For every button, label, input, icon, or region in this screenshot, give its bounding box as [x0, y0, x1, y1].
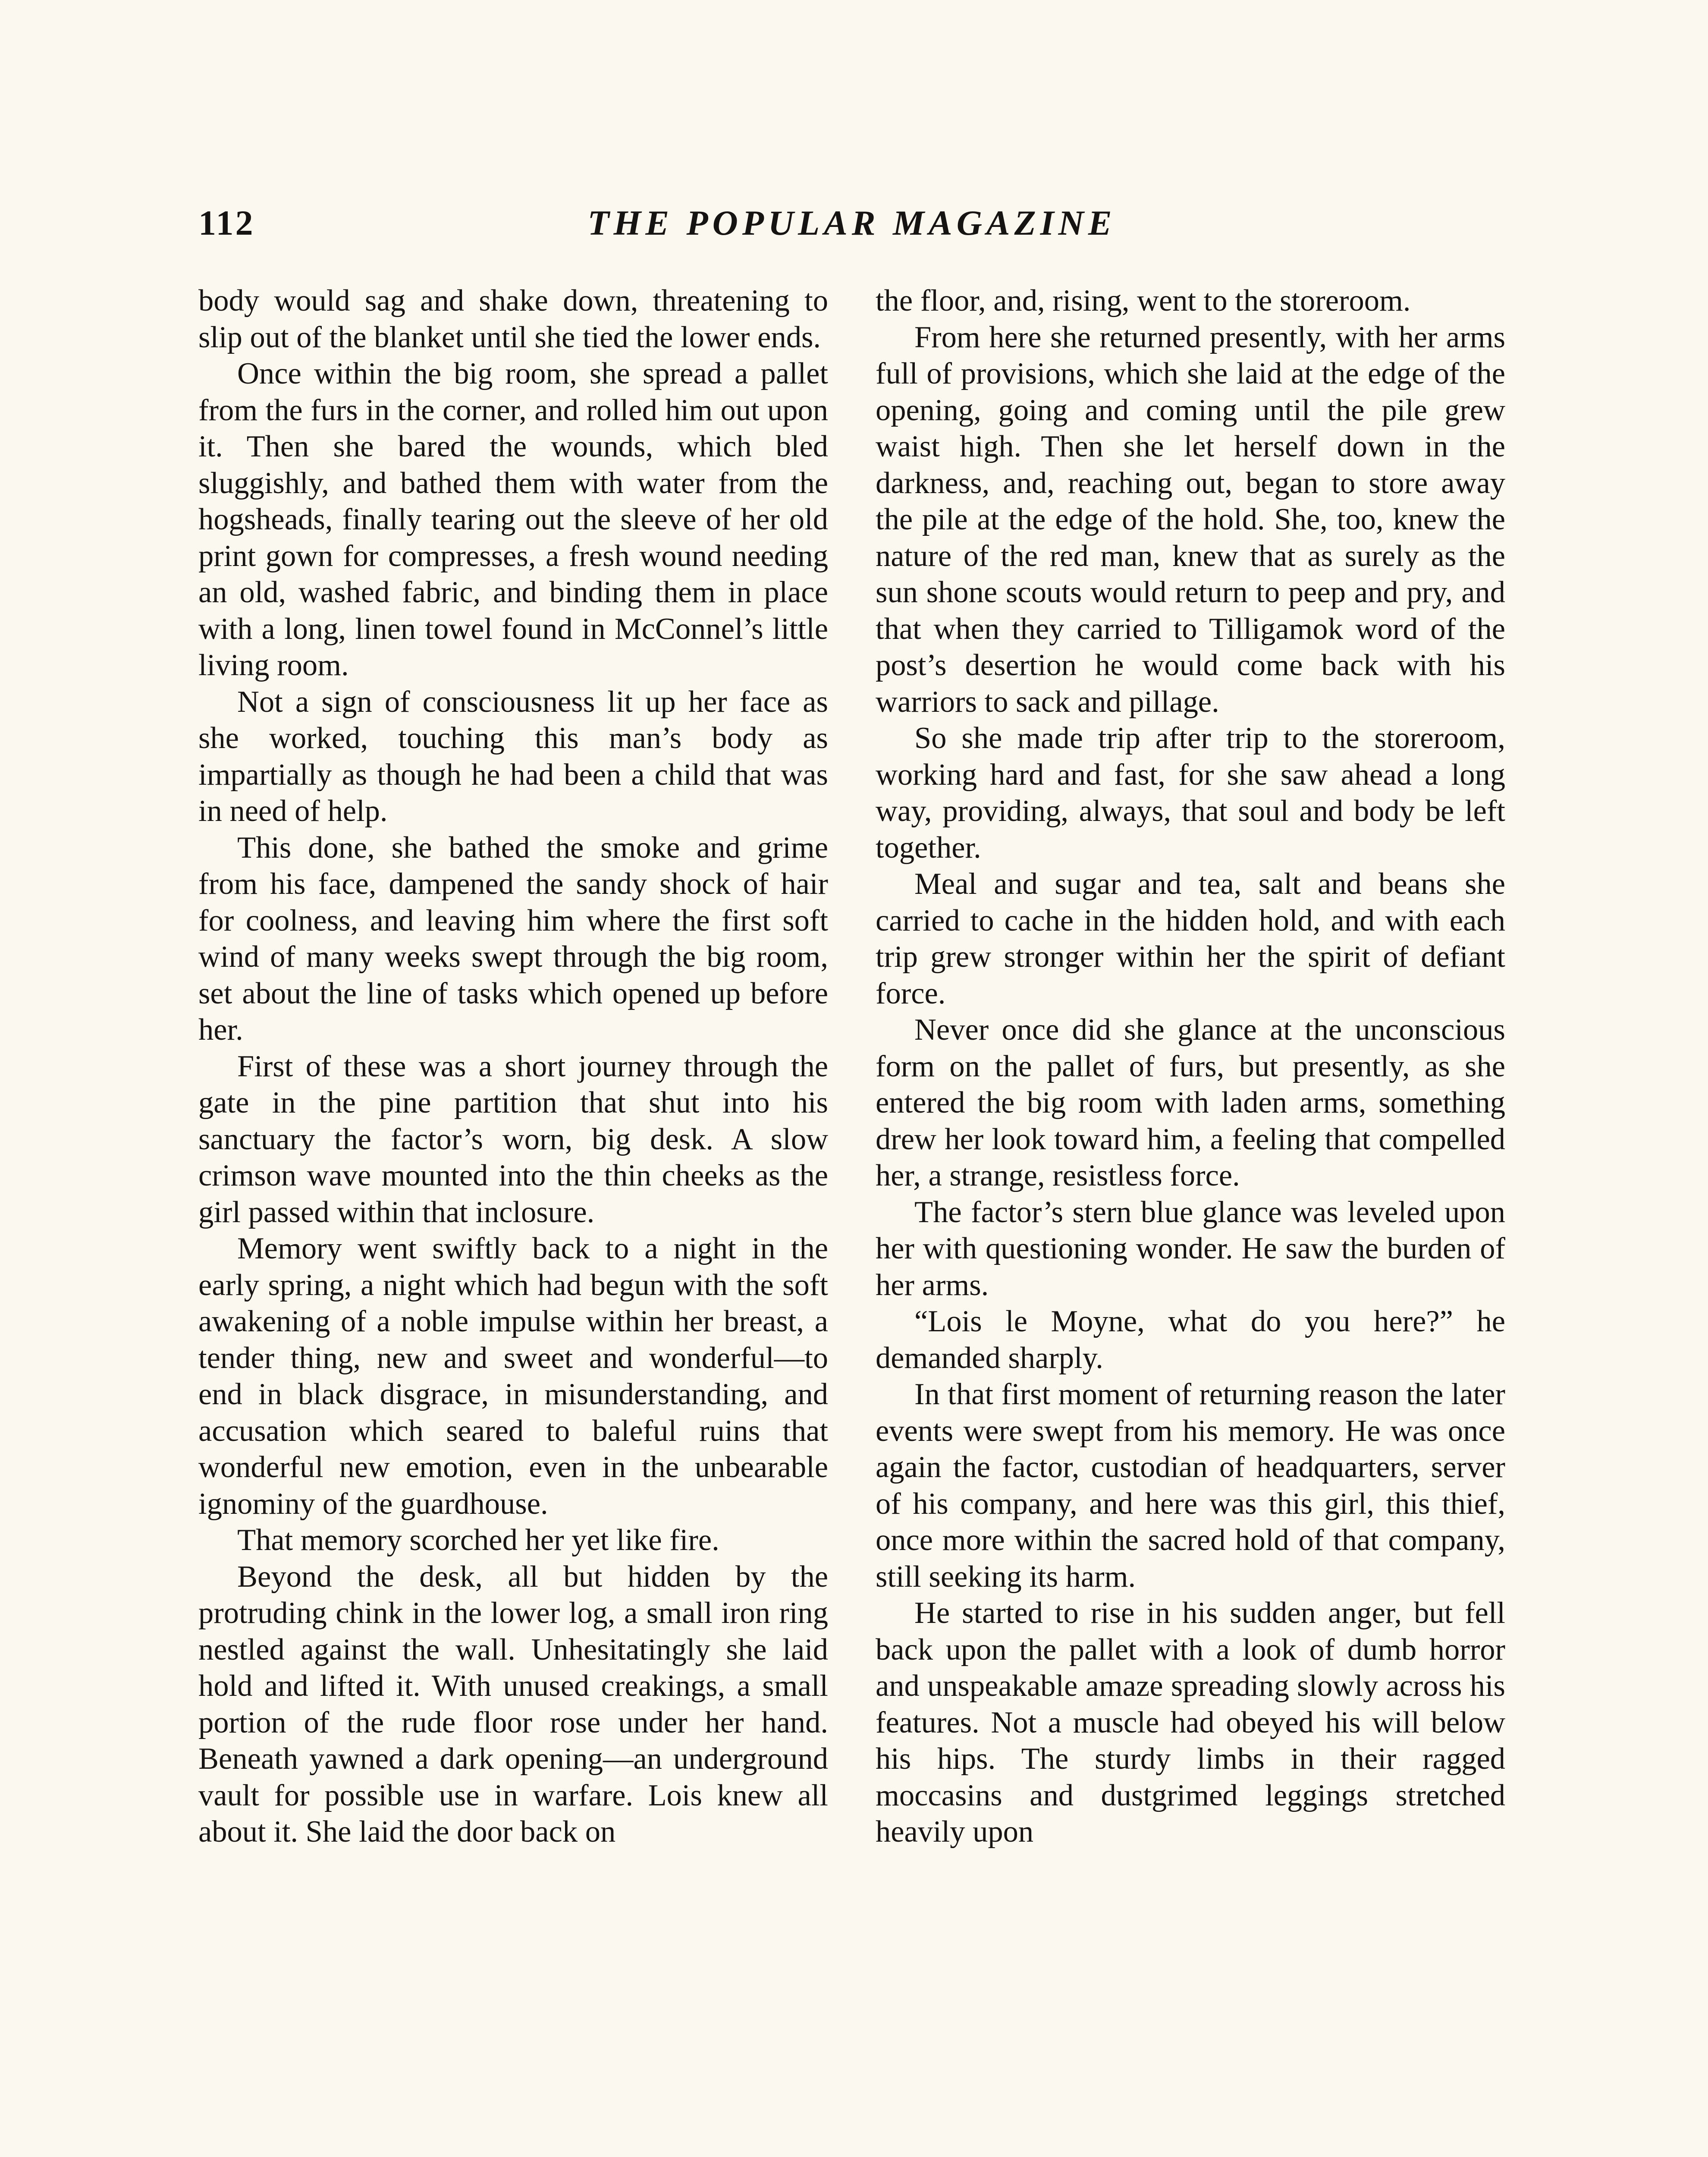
- running-title: THE POPULAR MAGAZINE: [587, 203, 1116, 242]
- paragraph: From here she returned presently, with her arms full of provisions, which she laid at the edge of the opening, going and coming until the pile grew waist high. Then she let herself down in the darkness, and, reaching out, began to store away the pile at the edge of the hold. She, too, knew the nature of the red man, knew that as surely as the sun shone scouts would return to peep and pry, and that when they carried to Tilligamok word of the post’s desertion he would come back with his warriors to sack and pillage.: [876, 320, 1505, 719]
- paragraph: In that first moment of returning reason the later events were swept from his memory. He was once again the factor, custodian of headquarters, server of his company, and here was this girl, this thief, once more within the sacred hold of that company, still seeking its harm.: [876, 1377, 1505, 1594]
- paragraph: Not a sign of consciousness lit up her face as she worked, touching this man’s body as impartially as though he had been a child that was in need of help.: [198, 685, 828, 828]
- paragraph: body would sag and shake down, threatening to slip out of the blanket until she tied the lower ends.: [198, 284, 828, 354]
- paragraph: First of these was a short journey through the gate in the pine partition that shut into his sanctuary the factor’s worn, big desk. A slow crimson wave mounted into the thin cheeks as the girl passed within that inclosure.: [198, 1049, 828, 1229]
- page-header: [198, 203, 1505, 263]
- paragraph: the floor, and, rising, went to the storeroom.: [876, 284, 1411, 318]
- page-number: 112: [198, 203, 255, 242]
- paragraph: Memory went swiftly back to a night in the early spring, a night which had begun with the soft awakening of a noble impulse within her breast, a tender thing, new and sweet and wonderful—to end in black disgrace, in misunderstanding, and accusation which seared to baleful ruins that wonderful new emotion, even in the unbearable ignominy of the guardhouse.: [198, 1232, 828, 1521]
- paragraph: Meal and sugar and tea, salt and beans she carried to cache in the hidden hold, and with each trip grew stronger within her the spirit of defiant force.: [876, 867, 1505, 1010]
- paragraph: So she made trip after trip to the storeroom, working hard and fast, for she saw ahead a long way, providing, always, that soul and body be left together.: [876, 721, 1505, 865]
- paragraph: That memory scorched her yet like fire.: [237, 1523, 719, 1557]
- paragraph: Never once did she glance at the unconscious form on the pallet of furs, but presently, as she entered the big room with laden arms, something drew her look toward him, a feeling that compelled her, a strange, resistless force.: [876, 1013, 1505, 1192]
- paragraph: This done, she bathed the smoke and grime from his face, dampened the sandy shock of hair for coolness, and leaving him where the first soft wind of many weeks swept through the big room, set about the line of tasks which opened up before her.: [198, 830, 828, 1047]
- paragraph: “Lois le Moyne, what do you here?” he demanded sharply.: [876, 1305, 1505, 1375]
- paragraph: Once within the big room, she spread a pallet from the furs in the corner, and rolled him out upon it. Then she bared the wounds, which bled sluggishly, and bathed them with water from the hogsheads, finally tearing out the sleeve of her old print gown for compresses, a fresh wound needing an old, washed fabric, and binding them in place with a long, linen towel found in McConnel’s little living room.: [198, 357, 828, 682]
- right-column: [876, 283, 1505, 2157]
- paragraph: He started to rise in his sudden anger, but fell back upon the pallet with a look of dumb horror and unspeakable amaze spreading slowly across his features. Not a muscle had obeyed his will below his hips. The sturdy limbs in their ragged moccasins and dustgrimed leggings stretched heavily upon: [876, 1596, 1505, 1849]
- paragraph: The factor’s stern blue glance was leveled upon her with questioning wonder. He saw the burden of her arms.: [876, 1195, 1505, 1302]
- paragraph: Beyond the desk, all but hidden by the protruding chink in the lower log, a small iron ring nestled against the wall. Unhesitatingly she laid hold and lifted it. With unused creakings, a small portion of the rude floor rose under her hand. Beneath yawned a dark opening—an underground vault for possible use in warfare. Lois knew all about it. She laid the door back on: [198, 1560, 828, 1849]
- left-column: [198, 283, 828, 2157]
